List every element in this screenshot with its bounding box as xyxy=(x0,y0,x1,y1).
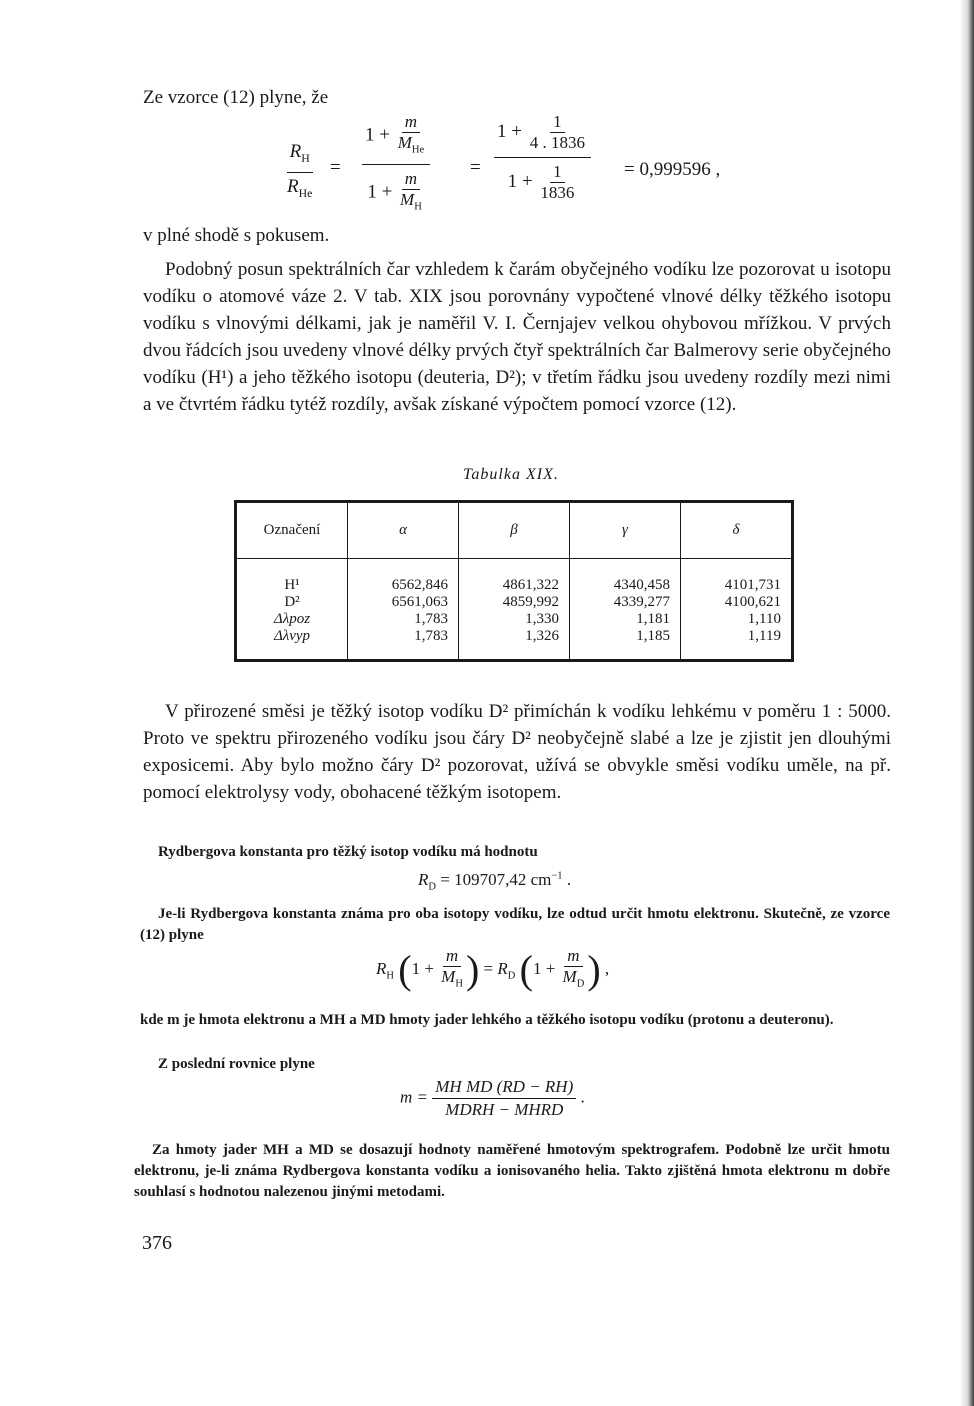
last-equation-intro-text: Z poslední rovnice plyne xyxy=(158,1056,315,1072)
paragraph-natural-mixture: V přirozené směsi je těžký isotop vodíku D² přimíchán k vodíku lehkému v poměru 1 : 5000. Proto ve spektru přirozeného vodíku jsou čáry D² neobyčejně slabé a lze je zjistit jen dlouhými exposicemi. Aby bylo možno čáry D² pozorovat, užívá se obvykle směsi vodíku uměle, na př. pomocí elektrolysy vody, obohacené těžkým isotopem. xyxy=(143,701,891,803)
table-column-delta: 4101,731 4100,621 1,110 1,119 xyxy=(681,559,793,661)
rydberg-both-isotopes-text: Je-li Rydbergova konstanta známa pro oba isotopy vodíku, lze odtud určit hmotu elektronu. Skutečně, ze vzorce (12) plyne xyxy=(140,906,890,943)
table-header-cell: β xyxy=(459,502,570,559)
table-xix xyxy=(234,500,794,662)
eq1-result: = 0,999596 , xyxy=(624,159,721,180)
table-header-cell: δ xyxy=(681,502,793,559)
equation-electron-mass: m = $\frac{\text{MH MD (RD − RH)}}{\text{MDRH − MHRD}}$ . xyxy=(400,1077,585,1119)
equation-rydberg-relation: $R_H$ (1 + $\frac{m}{M_H}$ ) = $R_D$ (1 + $\frac{m}{M_D}$ ) , xyxy=(376,946,610,993)
table-header-row xyxy=(236,502,793,559)
table-header-cell: γ xyxy=(570,502,681,559)
page-number: 376 xyxy=(142,1232,172,1254)
table-row-labels: H¹ D² Δλpoz Δλvyp xyxy=(273,577,311,644)
intro-text: Ze vzorce (12) plyne, že xyxy=(143,87,329,108)
paragraph-isotope: Podobný posun spektrálních čar vzhledem k čarám obyčejného vodíku lze pozorovat u isotopu vodíku o atomové váze 2. V tab. XIX jsou porovnány vypočtené vlnové délky těžkého isotopu vodíku s vlnovými délkami, jak je naměřil V. I. Černjajev velkou ohybovou mřížkou. V prvých dvou řádcích jsou uvedeny vlnové délky prvých čtyř spektrálních čar Balmerovy serie obyčejného vodíku (H¹) a jeho těžkého isotopu (deuteria, D²); v třetím řádku jsou uvedeny rozdíly mezi nimi a ve čtvrtém řádku tytéž rozdíly, avšak získané výpočtem pomocí vzorce (12). xyxy=(143,259,891,415)
equation-rydberg-d: $R_D = 109707,42$ $cm^{-1}$ . xyxy=(418,870,572,893)
table-header-cell: α xyxy=(348,502,459,559)
mass-definition-text: kde m je hmota elektronu a MH a MD hmoty jader lehkého a těžkého isotopu vodíku (protonu a deuteronu). xyxy=(140,1012,834,1028)
table-header-cell: Označení xyxy=(236,502,348,559)
eq1-main-fraction-1: 1 + $\frac{m}{M_{He}}$ 1 + $\frac{m}{M_H}$ xyxy=(362,112,430,218)
equation-ratio: $R_H$ $R_{He}$ = 1 + $\frac{m}{M_{He}}$ 1 + $\frac{m}{M_H}$ = 1 + $\frac{1}{4 . 1836}$ 1 + $\frac{1}{1836}$ = 0,999596 , xyxy=(284,112,784,222)
page-edge-shadow xyxy=(960,0,974,1406)
eq1-main-fraction-2: 1 + $\frac{1}{4 . 1836}$ 1 + $\frac{1}{1836}$ xyxy=(494,112,591,203)
table-column-gamma: 4340,458 4339,277 1,181 1,185 xyxy=(570,559,681,661)
nuclear-masses-text: Za hmoty jader MH a MD se dosazují hodnoty naměřené hmotovým spektrografem. Podobně lze určit hmotu elektronu, je-li známa Rydbergova konstanta vodíku a ionisovaného helia. Takto zjištěná hmota elektronu m dobře souhlasí s hodnotou nalezenou jinými metodami. xyxy=(134,1142,890,1200)
eq1-lhs-fraction: $R_H$ $R_{He}$ xyxy=(284,138,315,207)
rydberg-intro-text: Rydbergova konstanta pro těžký isotop vodíku má hodnotu xyxy=(158,844,538,860)
after-eq1-text: v plné shodě s pokusem. xyxy=(143,225,330,246)
table-caption: Tabulka XIX. xyxy=(463,466,559,483)
table-column-alpha: 6562,846 6561,063 1,783 1,783 xyxy=(348,559,459,661)
table-column-beta: 4861,322 4859,992 1,330 1,326 xyxy=(459,559,570,661)
table-body-row xyxy=(236,559,793,661)
